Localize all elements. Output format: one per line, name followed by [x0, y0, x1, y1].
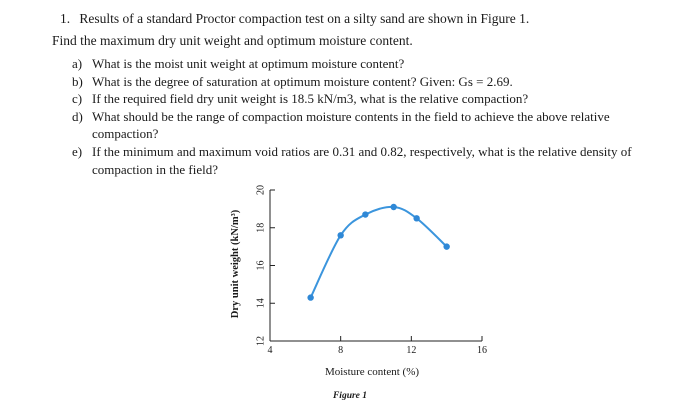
sub-question-text: What is the degree of saturation at optimum moisture content? Given: Gs = 2.69. [92, 73, 513, 89]
sub-question-label: e) [72, 143, 83, 159]
question-title [60, 10, 680, 28]
y-tick-label: 20 [255, 185, 267, 195]
x-tick-label: 8 [338, 345, 344, 356]
sub-question-text: What should be the range of compaction moisture contents in the field to achieve the above relative compaction? [92, 108, 610, 142]
y-tick-label: 16 [255, 260, 267, 271]
question-number: 1. [60, 11, 71, 26]
chart-axes [270, 190, 482, 341]
y-axis-label: Dry unit weight (kN/m³) [230, 209, 241, 319]
series-line [311, 207, 447, 298]
y-tick-label: 12 [255, 336, 267, 346]
data-point [390, 204, 396, 210]
y-tick-label: 18 [255, 222, 267, 233]
sub-question-list [72, 55, 672, 178]
x-tick-label: 12 [406, 345, 417, 356]
data-point [337, 232, 343, 238]
sub-question-text: If the required field dry unit weight is 18.5 kN/m3, what is the relative compaction? [92, 91, 529, 107]
sub-question-label: a) [72, 56, 83, 71]
sub-question-label: c) [72, 91, 83, 107]
data-point [443, 243, 449, 249]
y-tick-label: 14 [255, 298, 267, 309]
chart-series [307, 204, 449, 301]
sub-question-label: b) [72, 73, 83, 89]
sub-question-label: d) [72, 108, 83, 124]
question-intro: Results of a standard Proctor compaction test on a silty sand are shown in Figure 1. [79, 11, 530, 26]
data-point [413, 215, 419, 221]
sub-question-c [72, 90, 672, 108]
data-point [362, 211, 368, 217]
sub-question-text: What is the moist unit weight at optimum moisture content? [92, 56, 405, 71]
figure-caption: Figure 1 [332, 391, 368, 401]
sub-question-d [72, 108, 672, 143]
compaction-figure [220, 176, 510, 402]
sub-question-e [72, 143, 672, 178]
x-tick-label: 4 [267, 345, 273, 356]
sub-question-text: If the minimum and maximum void ratios are 0.31 and 0.82, respectively, what is the relative density of compaction in the field? [92, 143, 632, 177]
compaction-chart [220, 176, 510, 402]
data-point [307, 294, 313, 300]
sub-question-a [72, 55, 672, 73]
question-task: Find the maximum dry unit weight and optimum moisture content. [52, 33, 413, 48]
x-axis-label: Moisture content (%) [324, 366, 420, 378]
sub-question-b [72, 73, 672, 91]
x-tick-label: 16 [477, 345, 487, 356]
